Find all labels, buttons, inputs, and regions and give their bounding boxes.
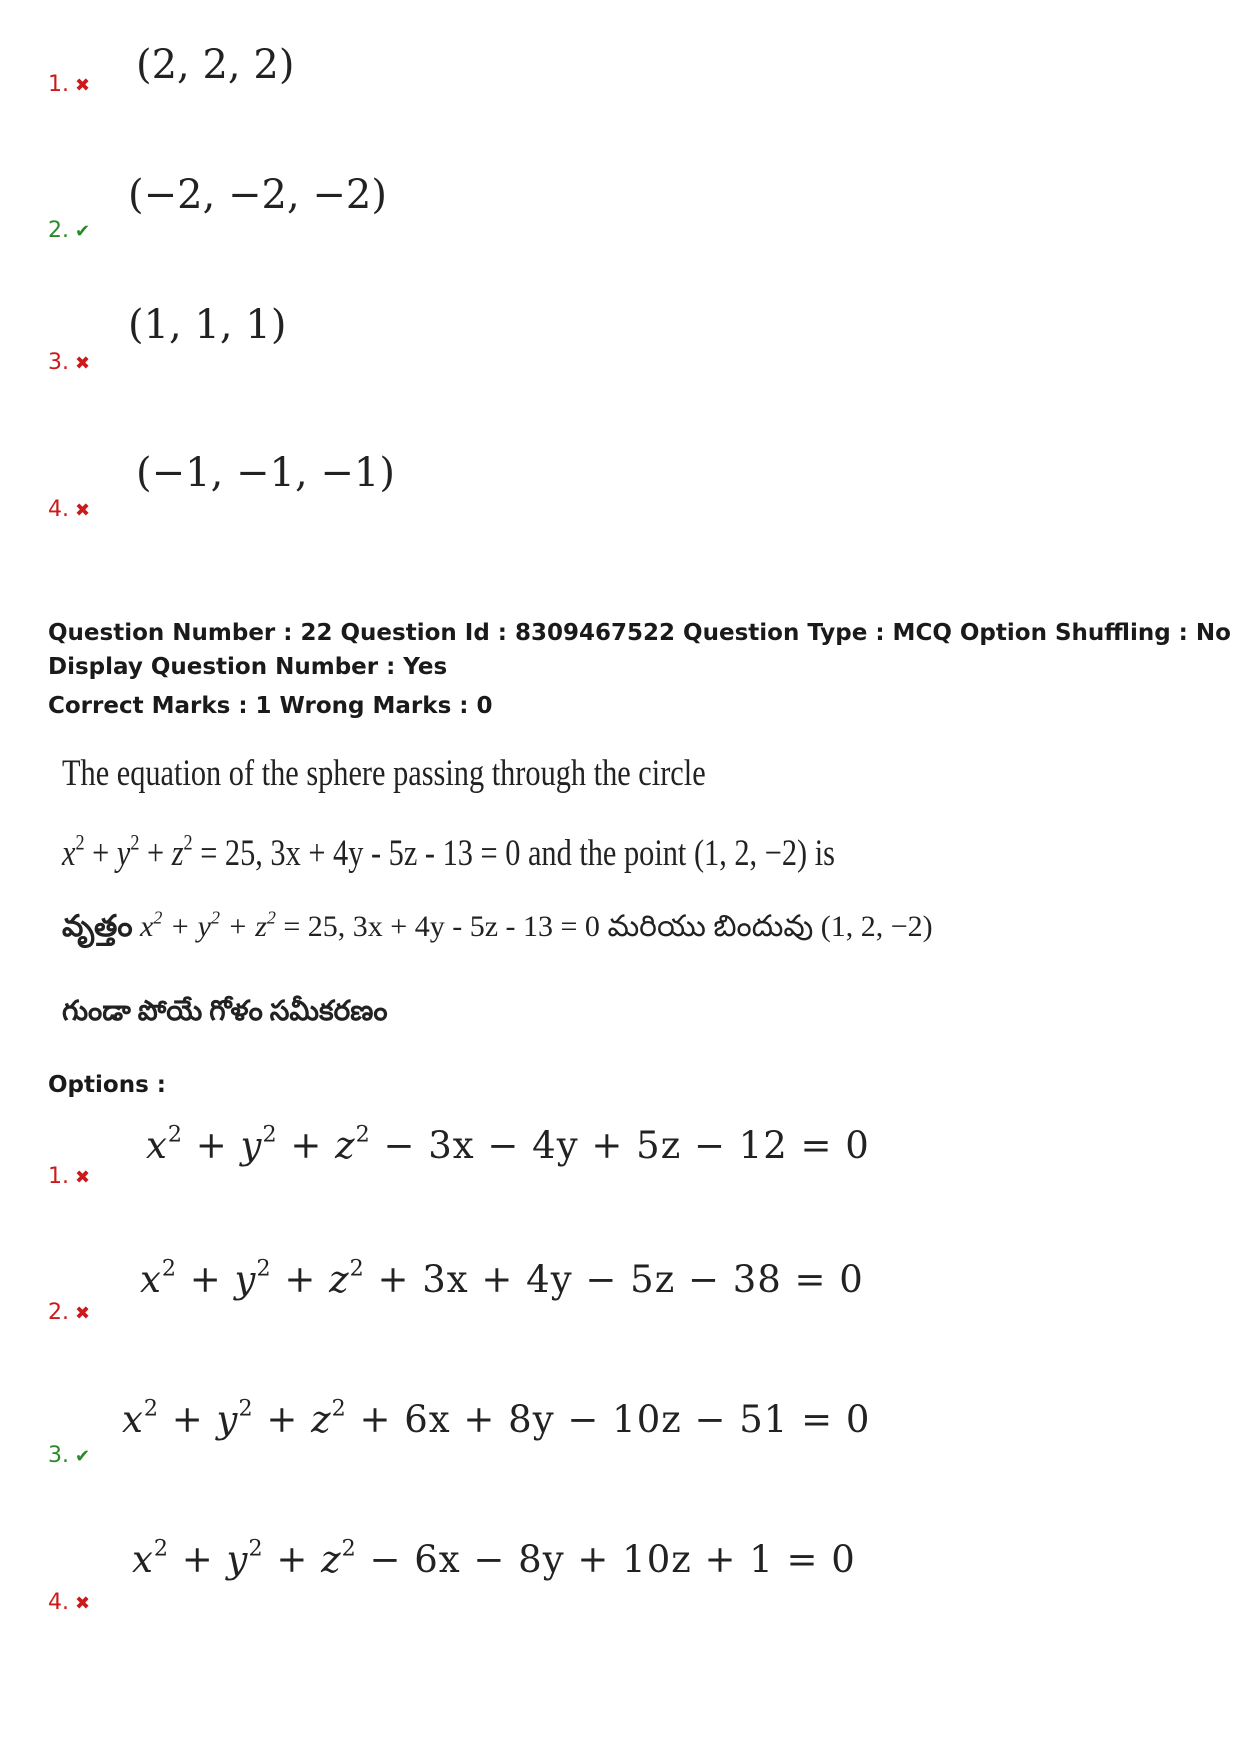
option-text: (−1, −1, −1) (136, 450, 395, 496)
cross-icon: ✖ (75, 1167, 91, 1188)
option-number: 4. ✖ (48, 1590, 91, 1615)
check-icon: ✔ (75, 1446, 91, 1467)
cross-icon: ✖ (75, 500, 91, 521)
option-number: 2. ✔ (48, 218, 91, 243)
question-english-equation: $x^2 + y^2 + z^2 = 25$, 3x + 4y - 5z - 13 = 0 and the point (1, 2, −2) is (62, 829, 835, 874)
question-telugu-line1: వృత్తం $x^2 + y^2 + z^2 = 25$, 3x + 4y - 5z - 13 = 0 మరియు బిందువు (1, 2, −2) (62, 907, 933, 943)
question-display-number: Display Question Number : Yes (48, 654, 448, 680)
option-number: 4. ✖ (48, 497, 91, 522)
question-meta: Question Number : 22 Question Id : 8309467522 Question Type : MCQ Option Shuffling : No (48, 620, 1231, 646)
option-equation: $x^2 + y^2 + z^2 - 6x - 8y + 10z + 1 = 0$ (132, 1535, 856, 1581)
option-number: 1. ✖ (48, 72, 91, 97)
option-equation: $x^2 + y^2 + z^2 - 3x - 4y + 5z - 12 = 0$ (146, 1121, 870, 1167)
option-number: 3. ✔ (48, 1443, 91, 1468)
option-equation: $x^2 + y^2 + z^2 + 3x + 4y - 5z - 38 = 0$ (140, 1255, 864, 1301)
question-marks: Correct Marks : 1 Wrong Marks : 0 (48, 693, 493, 719)
options-label: Options : (48, 1072, 166, 1098)
question-english-line1: The equation of the sphere passing through the circle (62, 753, 706, 794)
option-text: (1, 1, 1) (128, 302, 287, 348)
option-equation: $x^2 + y^2 + z^2 + 6x + 8y - 10z - 51 = 0$ (122, 1395, 871, 1441)
option-number: 2. ✖ (48, 1300, 91, 1325)
check-icon: ✔ (75, 221, 91, 242)
cross-icon: ✖ (75, 1593, 91, 1614)
cross-icon: ✖ (75, 353, 91, 374)
cross-icon: ✖ (75, 1303, 91, 1324)
option-text: (−2, −2, −2) (128, 172, 387, 218)
question-telugu-line2: గుండా పోయే గోళం సమీకరణం (62, 996, 388, 1027)
option-number: 3. ✖ (48, 350, 91, 375)
option-text: (2, 2, 2) (136, 42, 295, 88)
cross-icon: ✖ (75, 75, 91, 96)
option-number: 1. ✖ (48, 1164, 91, 1189)
